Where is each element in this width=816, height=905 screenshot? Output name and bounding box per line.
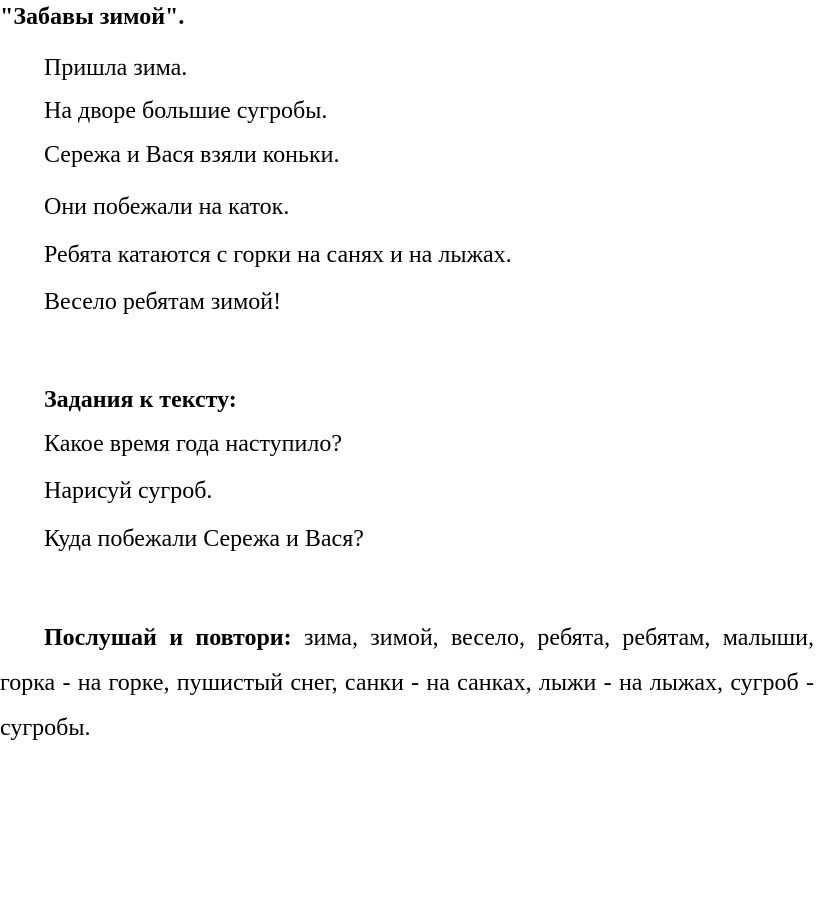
story-line: Весело ребятам зимой!	[44, 289, 282, 315]
listen-label: Послушай и повтори:	[44, 625, 292, 651]
tasks-heading: Задания к тексту:	[44, 387, 237, 413]
story-line: Они побежали на каток.	[44, 194, 290, 220]
listen-words: зима, зимой, весело, ребята, ребятам, малыши, горка - на горке, пушистый снег, санки - на санках, лыжи - на лыжах, сугроб - сугробы.	[0, 625, 814, 741]
task-item: Нарисуй сугроб.	[44, 478, 213, 504]
task-item: Какое время года наступило?	[44, 431, 342, 457]
document-title: "Забавы зимой".	[0, 4, 185, 30]
story-line: Ребята катаются с горки на санях и на лыжах.	[44, 242, 512, 268]
task-item: Куда побежали Сережа и Вася?	[44, 526, 364, 552]
story-line: Сережа и Вася взяли коньки.	[44, 142, 340, 168]
story-line: На дворе большие сугробы.	[44, 98, 328, 124]
story-line: Пришла зима.	[44, 55, 188, 81]
listen-and-repeat-paragraph	[0, 616, 814, 751]
